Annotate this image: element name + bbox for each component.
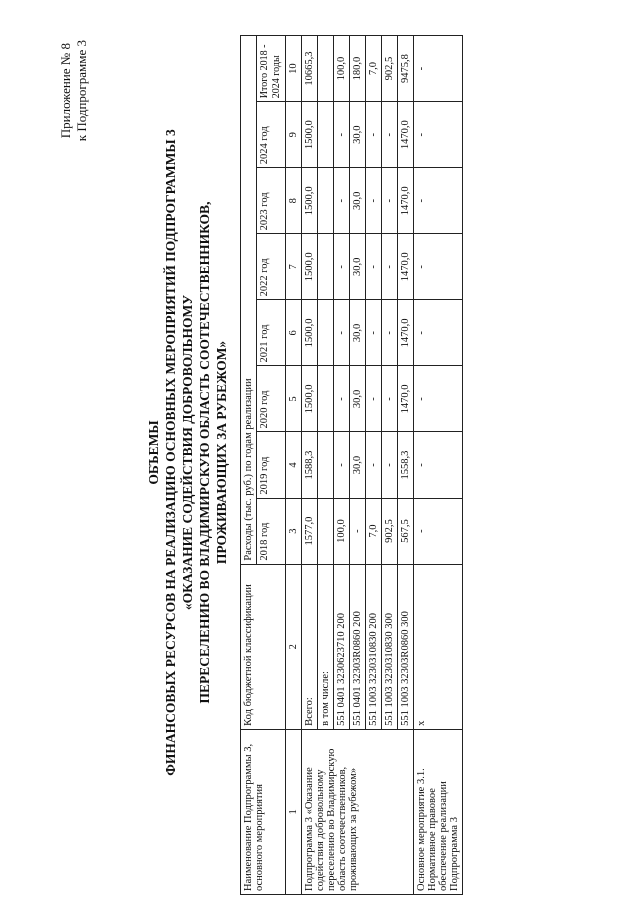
expense-value: 1558,3 [398,432,414,498]
program-row [302,36,318,895]
header-year: 2019 год [257,432,286,498]
program-name: Подпрограмма 3 «Оказание содействия добровольному переселению во Владимирскую область соотечественников, проживающих за рубежом» [302,729,414,894]
expense-value [318,366,334,432]
expense-value: 30,0 [350,234,366,300]
header-year: 2021 год [257,300,286,366]
appendix-note [58,40,90,141]
measure-code: x [414,564,463,729]
col-number: 6 [286,300,302,366]
document-title [145,0,230,905]
budget-code: 551 1003 32303R0860 300 [398,564,414,729]
appendix-subprogram: к Подпрограмме 3 [74,40,89,142]
measure-value: - [414,432,463,498]
expense-value: 1470,0 [398,366,414,432]
expense-value: 1470,0 [398,300,414,366]
header-total: Итого 2018 - 2024 годы [257,36,286,102]
header-year: 2023 год [257,168,286,234]
expense-value [318,168,334,234]
expense-value: - [366,102,382,168]
expense-value: 100,0 [334,498,350,564]
expense-value: 1500,0 [302,234,318,300]
budget-code: 551 0401 32303R0860 200 [350,564,366,729]
budget-code: 551 0401 3230623710 200 [334,564,350,729]
expense-value: - [334,366,350,432]
expense-value: 1500,0 [302,366,318,432]
expense-value: - [366,366,382,432]
expense-value: 30,0 [350,300,366,366]
expense-value: 1470,0 [398,234,414,300]
expense-value: 100,0 [334,36,350,102]
expense-value: - [366,234,382,300]
budget-code: Всего: [302,564,318,729]
col-number: 3 [286,498,302,564]
expense-value: - [382,432,398,498]
expense-value: - [334,102,350,168]
measure-value: - [414,300,463,366]
measure-value: - [414,234,463,300]
expense-value: - [334,234,350,300]
expense-value: 1500,0 [302,168,318,234]
header-year: 2020 год [257,366,286,432]
col-number: 7 [286,234,302,300]
expense-value: 9475,8 [398,36,414,102]
measure-value: - [414,102,463,168]
expense-value: 567,5 [398,498,414,564]
expense-value [318,234,334,300]
col-number: 2 [286,564,302,729]
header-year: 2022 год [257,234,286,300]
program-rows [302,36,414,895]
col-number: 4 [286,432,302,498]
expense-value: 180,0 [350,36,366,102]
expense-value: 7,0 [366,498,382,564]
finance-table [240,35,463,895]
budget-code: 551 1003 3230310830 200 [366,564,382,729]
expense-value: - [334,168,350,234]
expense-value: 902,5 [382,36,398,102]
column-number-row [286,36,302,895]
expense-value: - [334,432,350,498]
expense-value: - [382,168,398,234]
expense-value: - [350,498,366,564]
expense-value [318,300,334,366]
expense-value [318,36,334,102]
expense-value [318,102,334,168]
expense-value: 1577,0 [302,498,318,564]
expense-value: 1470,0 [398,168,414,234]
expense-value: 7,0 [366,36,382,102]
expense-value: - [382,300,398,366]
expense-value: 1470,0 [398,102,414,168]
expense-value: 30,0 [350,432,366,498]
expense-value: 1500,0 [302,300,318,366]
header-year: 2018 год [257,498,286,564]
budget-code: в том числе: [318,564,334,729]
title-line-1: ОБЪЕМЫ [146,420,161,485]
header-expenses: Расходы (тыс. руб.) по годам реализации [241,36,257,565]
header-row-1 [241,36,257,895]
measure-value: - [414,36,463,102]
header-code: Код бюджетной классификации [241,564,286,729]
title-line-2: ФИНАНСОВЫХ РЕСУРСОВ НА РЕАЛИЗАЦИЮ ОСНОВНЫХ МЕРОПРИЯТИЙ ПОДПРОГРАММЫ 3 [163,129,178,776]
measure-row [414,36,463,895]
header-year: 2024 год [257,102,286,168]
measure-value: - [414,168,463,234]
expense-value: 30,0 [350,366,366,432]
col-number: 1 [286,729,302,894]
title-line-3: «ОКАЗАНИЕ СОДЕЙСТВИЯ ДОБРОВОЛЬНОМУ [180,294,195,611]
title-line-5: ПРОЖИВАЮЩИХ ЗА РУБЕЖОМ» [214,340,229,565]
expense-value: - [382,234,398,300]
expense-value: - [382,366,398,432]
expense-value: 30,0 [350,102,366,168]
expense-value [318,498,334,564]
expense-value [318,432,334,498]
expense-value: 30,0 [350,168,366,234]
expense-value: - [366,432,382,498]
expense-value: 902,5 [382,498,398,564]
appendix-number: Приложение № 8 [58,43,73,139]
col-number: 8 [286,168,302,234]
measure-value: - [414,366,463,432]
header-name: Наименование Подпрограммы 3, основного мероприятия [241,729,286,894]
expense-value: 1500,0 [302,102,318,168]
expense-value: - [366,168,382,234]
measure-value: - [414,498,463,564]
col-number: 5 [286,366,302,432]
expense-value: 1588,3 [302,432,318,498]
col-number: 9 [286,102,302,168]
budget-code: 551 1003 3230310830 300 [382,564,398,729]
expense-value: - [334,300,350,366]
measure-name: Основное мероприятие 3.1. Нормативное правовое обеспечение реализации Подпрограмма 3 [414,729,463,894]
expense-value: 10665,3 [302,36,318,102]
title-line-4: ПЕРЕСЕЛЕНИЮ ВО ВЛАДИМИРСКУЮ ОБЛАСТЬ СООТЕЧЕСТВЕННИКОВ, [197,201,212,704]
col-number: 10 [286,36,302,102]
expense-value: - [366,300,382,366]
expense-value: - [382,102,398,168]
